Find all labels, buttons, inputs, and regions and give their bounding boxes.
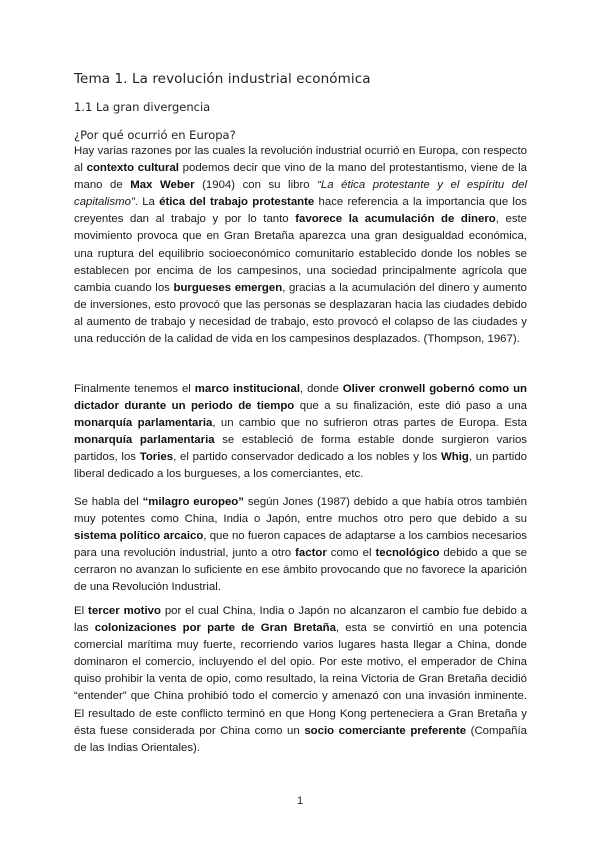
bold-text: Oliver cronwell gobernó como un dictador durante un periodo de tiempo — [74, 383, 527, 413]
paragraph-third-reason — [74, 603, 527, 757]
text-run: podemos decir que vino de la mano del protestantismo, viene de la mano de — [74, 162, 528, 192]
bold-text: monarquía parlamentaria — [74, 417, 213, 430]
text-run: , gracias a la acumulación del dinero y aumento de inversiones, esto provocó que las personas se desplazaran hacia las ciudades debido al aumento de trabajo y necesidad de trabajo, esto provocó el colapso de las ciudades y una reducción de la calidad de vida en los campesinos desplazados. (Thompson, 1967). — [74, 281, 527, 346]
paragraph-cultural-context — [74, 143, 527, 348]
bold-text: colonizaciones por parte de Gran Bretaña — [94, 622, 336, 635]
text-run: El — [74, 605, 89, 617]
text-run: debido a que se cerraron no avanzan lo suficiente en ese ámbito provocando que no favorece la aparición de una Revolución Industrial. — [74, 547, 527, 594]
paragraph-institutional-framework — [74, 381, 527, 484]
text-run: , este movimiento provoca que en Gran Bretaña aparezca una gran desigualdad económica, una ruptura del equilibrio socioeconómico comunitario establecido donde los nobles se establecen por encima de los campesinos, una sociedad principalmente agrícola que cambia cuando los — [74, 213, 528, 294]
bold-text: burgueses emergen — [173, 281, 283, 294]
text-run: , un partido liberal dedicado a los burgueses, a los comerciantes, etc. — [74, 451, 527, 481]
text-run: , un cambio que no sufrieron otras partes de Europa. Esta — [212, 417, 528, 430]
bold-text: tecnológico — [375, 547, 440, 560]
bold-text: sistema político arcaico — [74, 530, 204, 543]
bold-text: Tories — [139, 451, 174, 464]
bold-text: tercer motivo — [88, 605, 161, 617]
bold-text: “milagro europeo” — [142, 496, 244, 508]
text-run: que a su finalización, este dió paso a una — [294, 400, 528, 413]
text-run: (Compañía de las Indias Orientales). — [74, 724, 527, 754]
question-heading: ¿Por qué ocurrió en Europa? — [74, 128, 236, 142]
text-run: , el partido conservador dedicado a los nobles y los — [173, 451, 441, 464]
text-run: , esta se convirtió en una potencia comercial marítima muy fuerte, recorriendo varios lugares hasta llegar a China, donde dominaron el comercio, incluyendo el del opio. Por este motivo, el emperador de China quiso prohibir la venta de opio, como resultado, la reina Victoria de Gran Bretaña decidió “entender” que China prohibió todo el comercio y amenazó con una invasión inminente. El resultado de este conflicto terminó en que Hong Kong perteneciera a Gran Bretaña y ésta fuese considerada por China como un — [74, 622, 527, 737]
section-heading: 1.1 La gran divergencia — [74, 100, 211, 114]
text-run: Hay varias razones por las cuales la revolución industrial ocurrió en Europa, con respecto al — [74, 145, 527, 175]
bold-text: factor — [295, 547, 327, 560]
text-run: se estableció de forma estable donde surgieron varios partidos, los — [74, 434, 528, 464]
text-run: según Jones (1987) debido a que había otros también muy potentes como China, India o Japón, entre muchos otro pero que debido a su — [74, 496, 527, 526]
bold-text: Whig — [441, 451, 469, 464]
text-run: Finalmente tenemos el — [74, 383, 195, 395]
text-run: como el — [326, 547, 376, 560]
bold-text: favorece la acumulación de dinero — [295, 213, 496, 226]
text-run: hace referencia a la importancia que los creyentes dan al trabajo y por lo tanto — [74, 196, 527, 226]
bold-text: Max Weber — [130, 179, 195, 192]
page-number: 1 — [296, 795, 304, 807]
bold-text: socio comerciante preferente — [304, 724, 467, 737]
text-run: (1904) con su libro — [194, 179, 318, 192]
text-run: por el cual China, India o Japón no alcanzaron el cambio fue debido a las — [74, 605, 528, 635]
bold-text: marco institucional — [194, 383, 301, 395]
bold-text: monarquía parlamentaria — [74, 434, 215, 447]
text-run: Se habla del — [74, 496, 143, 508]
text-run: , donde — [300, 383, 343, 395]
bold-text: ética del trabajo protestante — [159, 196, 315, 209]
paragraph-european-miracle — [74, 494, 527, 597]
bold-text: contexto cultural — [86, 162, 179, 175]
document-title: Tema 1. La revolución industrial económica — [74, 71, 371, 87]
text-run: , que no fueron capaces de adaptarse a los cambios necesarios para una revolución industrial, junto a otro — [74, 530, 527, 560]
italic-text: “La ética protestante y el espíritu del capitalismo” — [74, 179, 528, 209]
text-run: . La — [134, 196, 160, 209]
